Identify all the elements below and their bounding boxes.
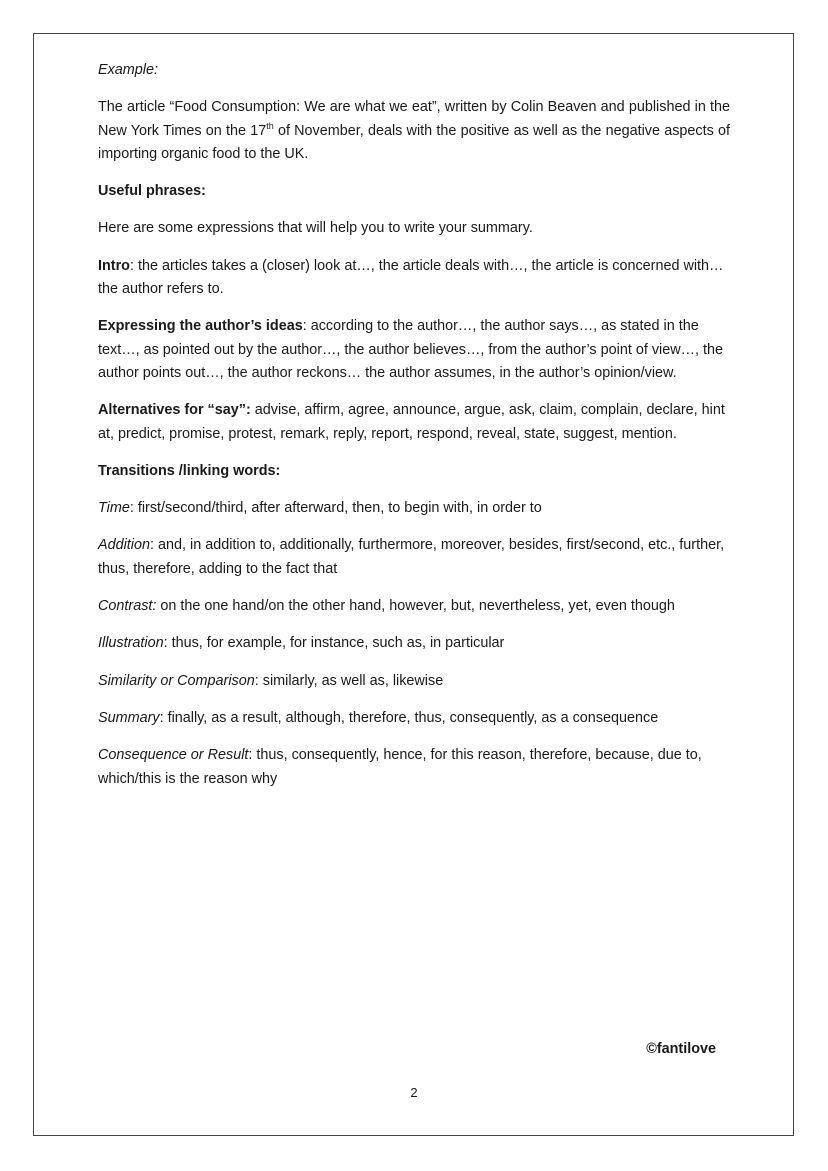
transition-text: : similarly, as well as, likewise [254,672,444,689]
alternatives-text: advise, affirm, agree, announce, argue, ask, claim, complain, declare, hint at, predict, promise, protest, remark, reply, report, respond, reveal, state, suggest, mention. [98,402,725,442]
transition-label: Time [98,500,130,517]
alternatives-label: Alternatives for “say”: [98,402,251,419]
example-label [98,59,730,82]
transition-similarity [98,670,730,693]
transition-label: Similarity or Comparison [98,672,255,689]
transition-label: Illustration [98,635,164,652]
example-text-1: The article “Food Consumption: We are what we eat”, written by Colin Beaven and published in the New York Times on the 17 [98,99,730,139]
transition-label: Addition [98,537,151,554]
transition-consequence [98,744,730,791]
transition-label: Consequence or Result [98,747,249,764]
expressing-text: : according to the author…, the author says…, as stated in the text…, as pointed out by the author…, the author believes…, from the author’s point of view…, the author points out…, the author reckons… the author assumes, in the author’s opinion/view. [98,318,724,381]
document-body [98,59,730,805]
transition-label: Contrast: [98,598,157,615]
useful-phrases-heading-text: Useful phrases: [98,183,206,200]
transition-text: : and, in addition to, additionally, furthermore, moreover, besides, first/second, etc., further, thus, therefore, adding to the fact that [98,537,725,577]
transition-illustration [98,632,730,655]
transition-text: : thus, consequently, hence, for this reason, therefore, because, due to, which/this is the reason why [98,747,702,787]
transition-time [98,497,730,520]
transition-label: Summary [98,709,160,726]
example-superscript: th [266,120,274,131]
expressing-paragraph [98,315,730,385]
useful-intro: Here are some expressions that will help you to write your summary. [98,220,533,237]
transitions-heading-text: Transitions /linking words: [98,462,281,479]
page-number: 2 [410,1085,418,1100]
useful-phrases-heading [98,180,730,203]
intro-paragraph [98,255,730,302]
example-paragraph [98,96,730,166]
transition-text: : finally, as a result, although, therefore, thus, consequently, as a consequence [159,709,659,726]
alternatives-paragraph [98,399,730,446]
expressing-label: Expressing the author’s ideas [98,318,303,335]
transition-contrast [98,595,730,618]
transition-text: on the one hand/on the other hand, however, but, nevertheless, yet, even though [156,598,675,615]
example-text-2: of November, deals with the positive as well as the negative aspects of importing organic food to the UK. [98,122,730,162]
copyright-notice: ©fantilove [646,1041,716,1057]
intro-text: : the articles takes a (closer) look at…, the article deals with…, the article is concerned with… the author refers to. [98,257,724,298]
intro-label: Intro [98,257,130,274]
transition-summary [98,707,730,730]
example-label-text: Example: [98,62,158,78]
transitions-heading [98,460,730,483]
transition-addition [98,534,730,581]
transition-text: : thus, for example, for instance, such as, in particular [163,635,505,652]
transition-text: : first/second/third, after afterward, then, to begin with, in order to [129,500,542,517]
